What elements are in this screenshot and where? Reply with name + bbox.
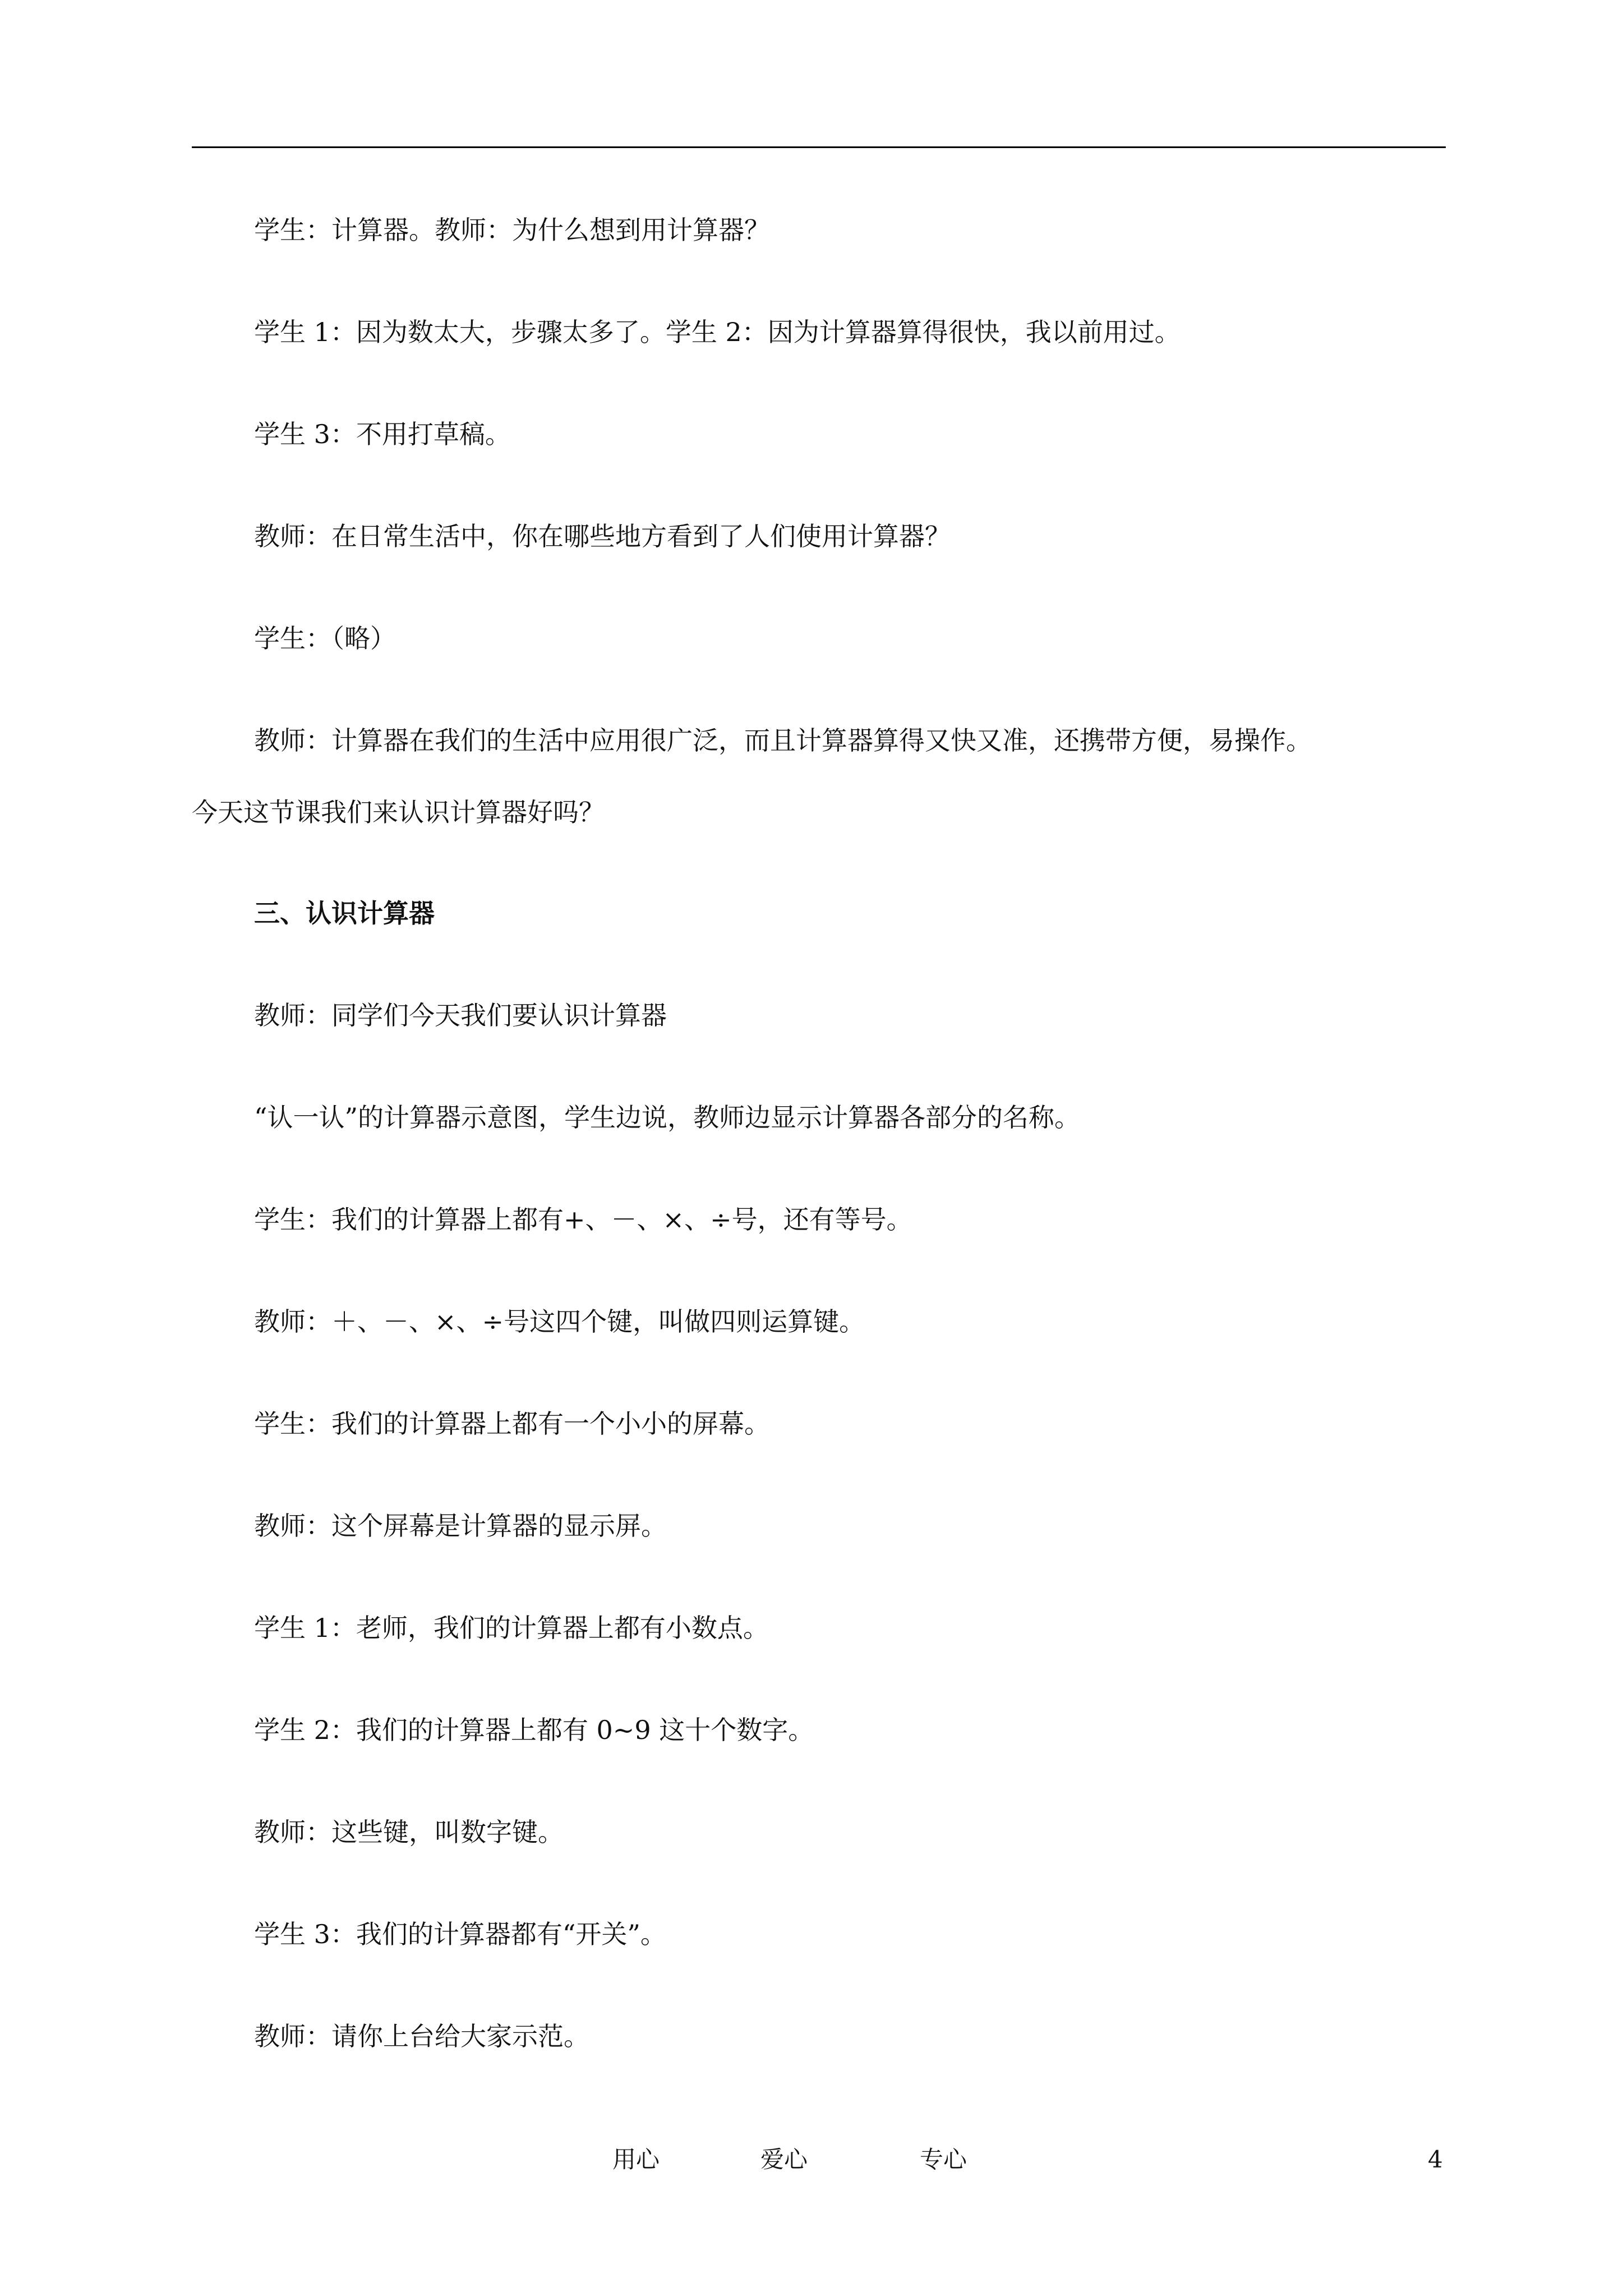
footer-word-2: 爱心 (760, 2146, 808, 2173)
section-heading: 三、认识计算器 (254, 898, 435, 928)
text-line-15: 学生 2：我们的计算器上都有 0~9 这十个数字。 (254, 1715, 814, 1745)
text-line-18: 教师：请你上台给大家示范。 (254, 2021, 589, 2051)
text-line-6-continued: 今天这节课我们来认识计算器好吗？ (192, 797, 605, 827)
footer-word-3: 专心 (920, 2146, 967, 2173)
text-line-9: “认一认”的计算器示意图，学生边说，教师边显示计算器各部分的名称。 (254, 1102, 1081, 1133)
text-line-10: 学生：我们的计算器上都有+、－、×、÷号，还有等号。 (254, 1204, 912, 1235)
footer-word-1: 用心 (612, 2146, 660, 2173)
text-line-17: 学生 3：我们的计算器都有“开关”。 (254, 1919, 666, 1949)
text-line-16: 教师：这些键，叫数字键。 (254, 1817, 564, 1847)
text-line-2: 学生 1：因为数太大，步骤太多了。学生 2：因为计算器算得很快，我以前用过。 (254, 317, 1181, 347)
text-line-12: 学生：我们的计算器上都有一个小小的屏幕。 (254, 1409, 770, 1439)
page-number: 4 (1428, 2146, 1443, 2173)
text-line-4: 教师：在日常生活中，你在哪些地方看到了人们使用计算器？ (254, 521, 951, 551)
text-line-13: 教师：这个屏幕是计算器的显示屏。 (254, 1511, 667, 1541)
header-rule (192, 146, 1446, 148)
text-line-3: 学生 3：不用打草稿。 (254, 419, 511, 449)
text-line-14: 学生 1：老师，我们的计算器上都有小数点。 (254, 1613, 769, 1643)
text-line-11: 教师：＋、－、×、÷号这四个键，叫做四则运算键。 (254, 1306, 865, 1337)
text-line-6: 教师：计算器在我们的生活中应用很广泛，而且计算器算得又快又准，还携带方便，易操作。 (254, 725, 1312, 756)
text-line-5: 学生：（略） (254, 623, 396, 654)
text-line-8: 教师：同学们今天我们要认识计算器 (254, 1000, 667, 1030)
text-line-1: 学生：计算器。教师：为什么想到用计算器？ (254, 215, 770, 245)
